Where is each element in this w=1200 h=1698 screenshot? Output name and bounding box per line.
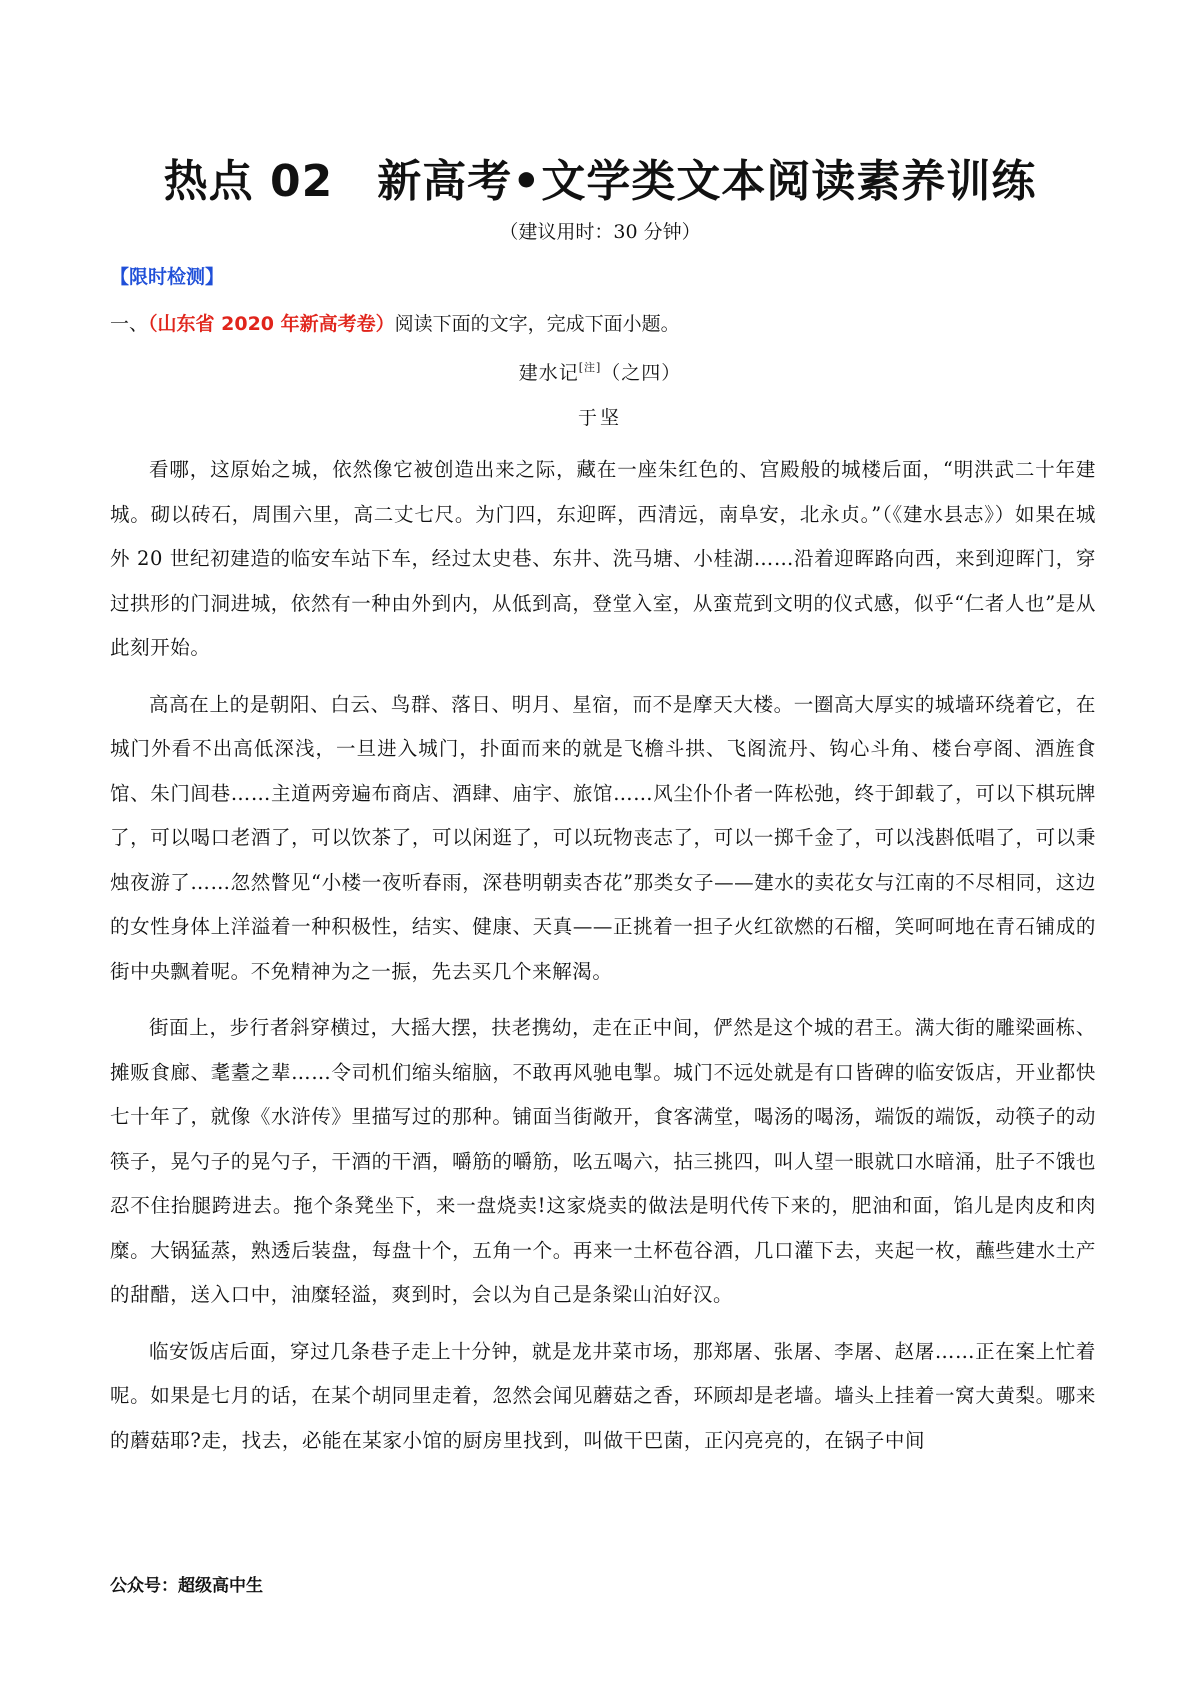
- section-tag: 【限时检测】: [110, 266, 225, 288]
- article-body: [110, 448, 1096, 1475]
- article-title-text: 建水记: [518, 362, 579, 384]
- suggested-time: （建议用时：30 分钟）: [499, 221, 701, 243]
- paragraph: 街面上，步行者斜穿横过，大摇大摆，扶老携幼，走在正中间，俨然是这个城的君王。满大街的雕梁画栋、摊贩食廊、耄耋之辈……令司机们缩头缩脑，不敢再风驰电掣。城门不远处就是有口皆碑的临安饭店，开业都快七十年了，就像《水浒传》里描写过的那种。铺面当街敞开，食客满堂，喝汤的喝汤，端饭的端饭，动筷子的动筷子，晃勺子的晃勺子，干酒的干酒，嚼筋的嚼筋，吆五喝六，拈三挑四，叫人望一眼就口水暗涌，肚子不饿也忍不住抬腿跨进去。拖个条凳坐下，来一盘烧卖!这家烧卖的做法是明代传下来的，肥油和面，馅儿是肉皮和肉糜。大锅猛蒸，熟透后装盘，每盘十个，五角一个。再来一土杯苞谷酒，几口灌下去，夹起一枚，蘸些建水土产的甜醋，送入口中，油糜轻溢，爽到时，会以为自己是条梁山泊好汉。: [110, 1016, 1096, 1306]
- article-note-mark: [注]: [578, 361, 602, 374]
- footer-account: 公众号：超级高中生: [110, 1576, 263, 1596]
- paragraph: 高高在上的是朝阳、白云、鸟群、落日、明月、星宿，而不是摩天大楼。一圈高大厚实的城墙环绕着它，在城门外看不出高低深浅，一旦进入城门，扑面而来的就是飞檐斗拱、飞阁流丹、钩心斗角、楼台亭阁、酒旌食馆、朱门闾巷……主道两旁遍布商店、酒肆、庙宇、旅馆……风尘仆仆者一阵松弛，终于卸载了，可以下棋玩牌了，可以喝口老酒了，可以饮茶了，可以闲逛了，可以玩物丧志了，可以一掷千金了，可以浅斟低唱了，可以秉烛夜游了……忽然瞥见“小楼一夜听春雨，深巷明朝卖杏花”那类女子——建水的卖花女与江南的不尽相同，这边的女性身体上洋溢着一种积极性，结实、健康、天真——正挑着一担子火红欲燃的石榴，笑呵呵地在青石铺成的街中央飘着呢。不免精神为之一振，先去买几个来解渴。: [110, 692, 1096, 983]
- title-main: 新高考•文学类文本阅读素养训练: [377, 156, 1037, 207]
- question-intro: [110, 309, 680, 339]
- paragraph: 临安饭店后面，穿过几条巷子走上十分钟，就是龙井菜市场，那郑屠、张屠、李屠、赵屠……正在案上忙着呢。如果是七月的话，在某个胡同里走着，忽然会闻见蘑菇之香，环顾却是老墙。墙头上挂着一窝大黄梨。哪来的蘑菇耶?走，找去，必能在某家小馆的厨房里找到，叫做干巴菌，正闪亮亮的，在锅子中间: [110, 1339, 1096, 1452]
- article-author: 于坚: [577, 407, 622, 429]
- question-instruction: 阅读下面的文字，完成下面小题。: [394, 313, 680, 335]
- paragraph: 看哪，这原始之城，依然像它被创造出来之际，藏在一座朱红色的、宫殿般的城楼后面，“明洪武二十年建城。砌以砖石，周围六里，高二丈七尺。为门四，东迎晖，西清远，南阜安，北永贞。”（《建水县志》）如果在城外 20 世纪初建造的临安车站下车，经过太史巷、东井、洗马塘、小桂湖……沿着迎晖路向西，来到迎晖门，穿过拱形的门洞进城，依然有一种由外到内，从低到高，登堂入室，从蛮荒到文明的仪式感，似乎“仁者人也”是从此刻开始。: [110, 458, 1096, 659]
- article-title-suffix: （之四）: [601, 362, 682, 384]
- title-prefix: 热点 02: [163, 156, 334, 207]
- question-source: （山东省 2020 年新高考卷）: [148, 313, 395, 335]
- question-number: 一、: [110, 313, 149, 335]
- article-title: [0, 353, 1200, 388]
- page-title: [0, 152, 1200, 212]
